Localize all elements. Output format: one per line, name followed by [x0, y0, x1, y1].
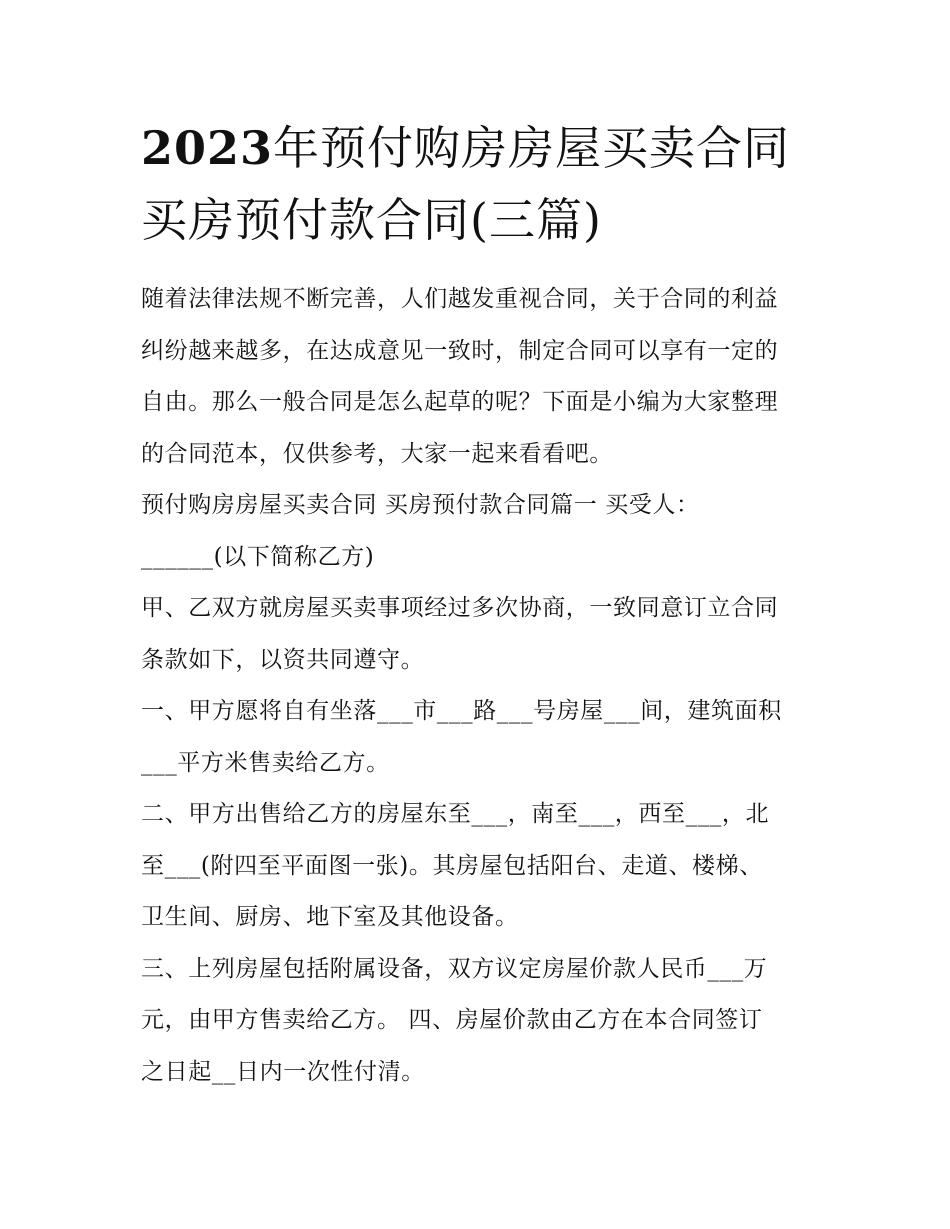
- title-year: 2023: [141, 121, 274, 175]
- title-line-1-text: 年预付购房房屋买卖合同: [273, 121, 791, 175]
- body-line: 一、甲方愿将自有坐落___市___路___号房屋___间，建筑面积: [141, 698, 782, 724]
- body-line: 元，由甲方售卖给乙方。 四、房屋价款由乙方在本合同签订: [141, 1007, 763, 1033]
- body-line: 卫生间、厨房、地下室及其他设备。: [141, 904, 519, 930]
- body-line: 自由。那么一般合同是怎么起草的呢？下面是小编为大家整理: [141, 389, 779, 415]
- body-line: 的合同范本，仅供参考，大家一起来看看吧。: [141, 440, 613, 467]
- page-title: [141, 112, 841, 256]
- body-line: ______(以下简称乙方): [141, 543, 375, 570]
- body-line: 之日起__日内一次性付清。: [141, 1058, 425, 1085]
- body-line: 条款如下，以资共同遵守。: [141, 646, 425, 673]
- body-line: 至___(附四至平面图一张)。其房屋包括阳台、走道、楼梯、: [141, 852, 763, 879]
- title-line-2: 买房预付款合同(三篇): [141, 193, 602, 247]
- body-line: 随着法律法规不断完善，人们越发重视合同，关于合同的利益: [141, 286, 779, 312]
- body-line: 预付购房房屋买卖合同 买房预付款合同篇一 买受人：: [141, 492, 700, 518]
- document-body: [141, 274, 821, 1098]
- title-line-1: [141, 112, 841, 184]
- body-line: 纠纷越来越多，在达成意见一致时，制定合同可以享有一定的: [141, 337, 779, 364]
- body-line: 二、甲方出售给乙方的房屋东至___，南至___，西至___，北: [141, 801, 770, 827]
- body-line: 甲、乙双方就房屋买卖事项经过多次协商，一致同意订立合同: [141, 595, 779, 621]
- body-line: 三、上列房屋包括附属设备，双方议定房屋价款人民币___万: [141, 955, 768, 982]
- body-line: ___平方米售卖给乙方。: [141, 749, 390, 776]
